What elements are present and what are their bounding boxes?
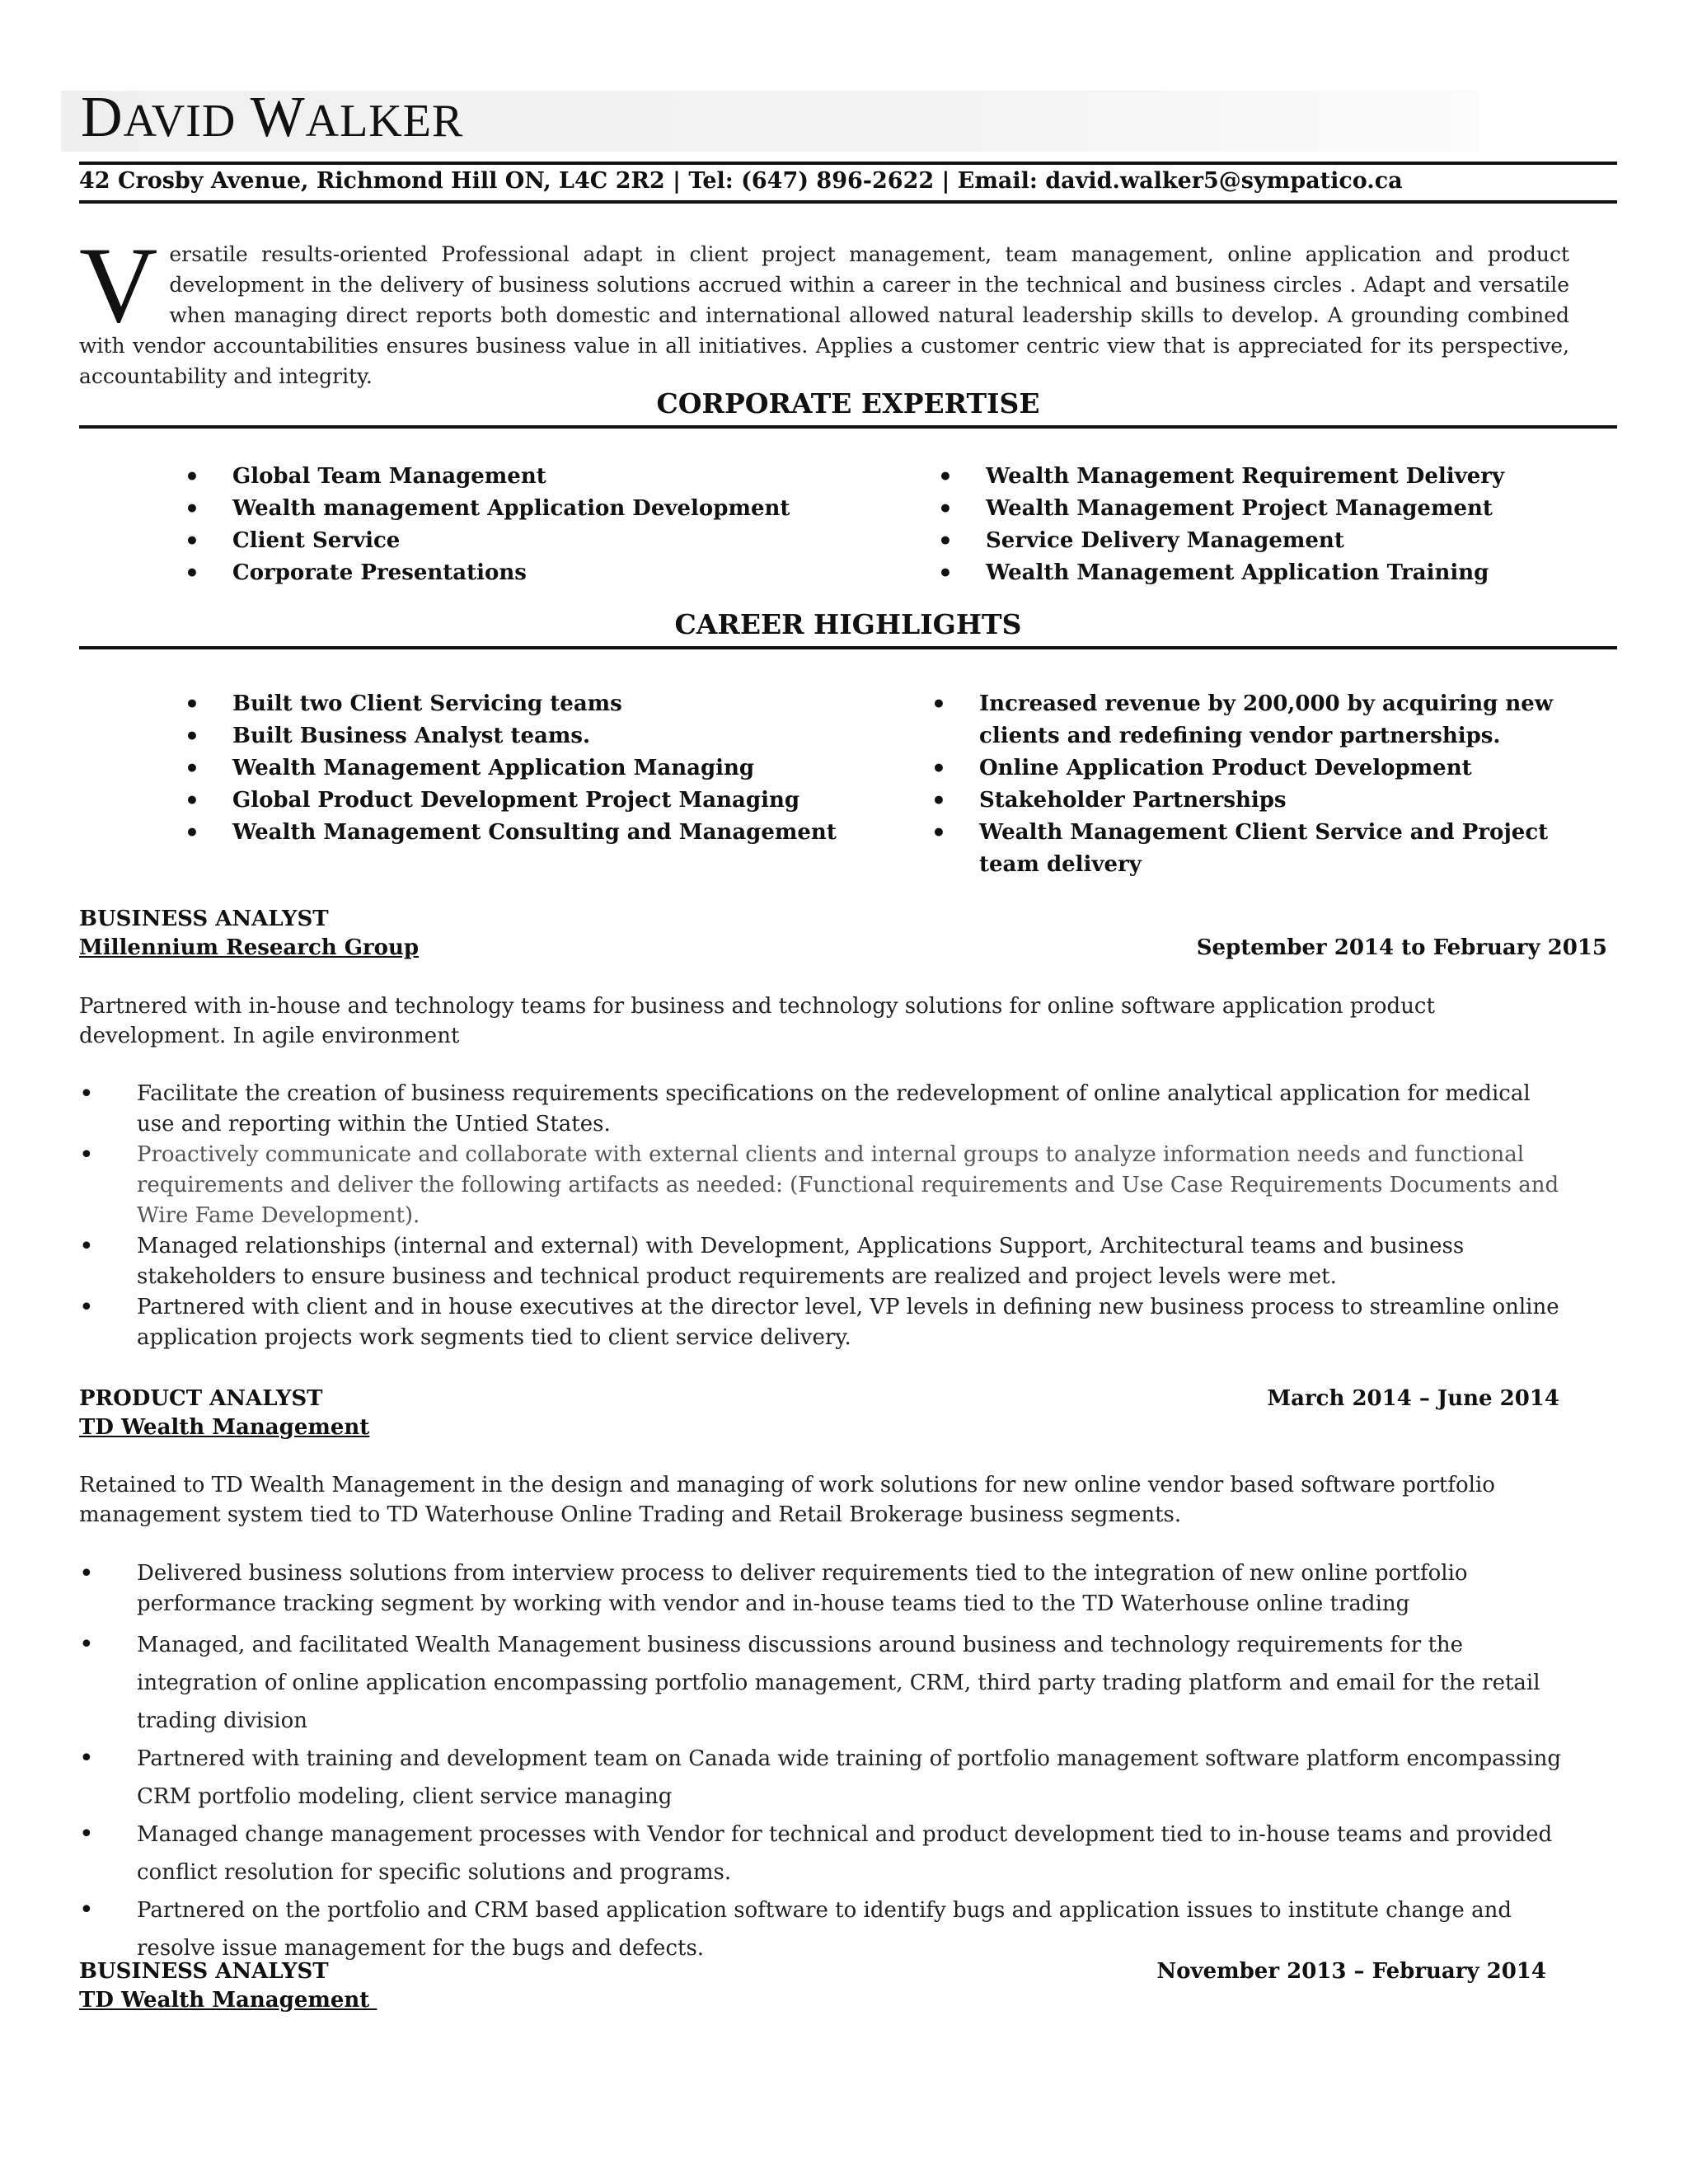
list-item: • Partnered with training and development team on Canada wide training of portfolio management software platform encompassing CRM portfolio modeling, client service managing (79, 1740, 1563, 1816)
list-item: • Built Business Analyst teams. (185, 720, 837, 752)
list-item: • Facilitate the creation of business requirements specifications on the redevelopment of online analytical application for medical use and reporting within the Untied States. (79, 1079, 1563, 1140)
highlights-list-right (931, 688, 1574, 881)
header-bottom-rule (79, 200, 1617, 204)
company-name: TD Wealth Management (79, 1415, 370, 1440)
summary-text: ersatile results-oriented Professional adapt in client project management, team management, online application and product development in the delivery of business solutions accrued within a career in the technical and business circles . Adapt and versatile when managing direct reports both domestic and international allowed natural leadership skills to develop. A grounding combined with vendor accountabilities ensures business value in all initiatives. Applies a customer centric view that is appreciated for its perspective, accountability and integrity. (79, 242, 1569, 388)
job-dates: March 2014 – June 2014 (1267, 1386, 1559, 1411)
list-item: • Proactively communicate and collaborate with external clients and internal groups to analyze information needs and functional requirements and deliver the following artifacts as needed: (Functional requirements and Use Case Requirements Documents and Wire Fame Development). (79, 1140, 1563, 1231)
list-item: • Wealth Management Application Managing (185, 752, 837, 785)
list-item: • Built two Client Servicing teams (185, 688, 837, 720)
list-item: • Client Service (185, 525, 790, 557)
expertise-list-right (938, 461, 1504, 589)
list-item: • Wealth management Application Development (185, 493, 790, 525)
job-title: BUSINESS ANALYST (79, 907, 329, 931)
list-item: • Delivered business solutions from interview process to deliver requirements tied to the integration of new online portfolio performance tracking segment by working with vendor and in-house teams tied to the TD Waterhouse online trading (79, 1558, 1563, 1619)
list-item: • Corporate Presentations (185, 557, 790, 589)
list-item: • Global Team Management (185, 461, 790, 493)
list-item: • Managed relationships (internal and external) with Development, Applications Support, Architectural teams and business stakeholders to ensure business and technical product requirements are realized and project levels were met. (79, 1231, 1563, 1292)
corporate-expertise-rule (79, 425, 1617, 429)
company-name: Millennium Research Group (79, 935, 420, 960)
contact-line: 42 Crosby Avenue, Richmond Hill ON, L4C 2R2 | Tel: (647) 896-2622 | Email: david.walker5@sympatico.ca (79, 168, 1403, 194)
career-highlights-rule (79, 646, 1617, 649)
company-name: TD Wealth Management (79, 1988, 377, 2013)
job-duties (79, 1079, 1563, 1353)
list-item: • Wealth Management Requirement Delivery (938, 461, 1504, 493)
list-item: • Wealth Management Application Training (938, 557, 1504, 589)
job-intro: Retained to TD Wealth Management in the design and managing of work solutions for new online vendor based software portfolio management system tied to TD Waterhouse Online Trading and Retail Brokerage business segments. (79, 1473, 1495, 1527)
candidate-name: DAVID WALKER (81, 86, 464, 149)
corporate-expertise-heading: CORPORATE EXPERTISE (656, 387, 1040, 419)
list-item: • Partnered with client and in house executives at the director level, VP levels in defining new business process to streamline online application projects work segments tied to client service delivery. (79, 1292, 1563, 1353)
summary-dropcap: V (79, 224, 158, 345)
list-item: • Wealth Management Client Service and Project team delivery (931, 817, 1574, 881)
job-title: BUSINESS ANALYST (79, 1959, 329, 1984)
list-item: • Managed, and facilitated Wealth Management business discussions around business and technology requirements for the integration of online application encompassing portfolio management, CRM, third party trading platform and email for the retail trading division (79, 1626, 1563, 1740)
job-duties (79, 1558, 1563, 1967)
career-highlights-heading: CAREER HIGHLIGHTS (674, 608, 1022, 640)
expertise-list-left (185, 461, 790, 589)
highlights-list-left (185, 688, 837, 849)
list-item: • Increased revenue by 200,000 by acquiring new clients and redefining vendor partnerships. (931, 688, 1574, 752)
list-item: • Wealth Management Project Management (938, 493, 1504, 525)
list-item: • Wealth Management Consulting and Management (185, 817, 837, 849)
list-item: • Online Application Product Development (931, 752, 1574, 785)
professional-summary (79, 224, 1569, 391)
list-item: • Service Delivery Management (938, 525, 1504, 557)
list-item: • Global Product Development Project Managing (185, 785, 837, 817)
list-item: • Stakeholder Partnerships (931, 785, 1574, 817)
list-item: • Managed change management processes with Vendor for technical and product development tied to in-house teams and provided conflict resolution for specific solutions and programs. (79, 1816, 1563, 1891)
header-top-rule (79, 162, 1617, 165)
list-item: • Partnered on the portfolio and CRM based application software to identify bugs and application issues to institute change and resolve issue management for the bugs and defects. (79, 1891, 1563, 1967)
job-dates: November 2013 – February 2014 (1156, 1959, 1546, 1984)
job-dates: September 2014 to February 2015 (1196, 935, 1607, 960)
job-intro: Partnered with in-house and technology teams for business and technology solutions for online software application product development. In agile environment (79, 994, 1435, 1048)
job-title: PRODUCT ANALYST (79, 1386, 323, 1411)
